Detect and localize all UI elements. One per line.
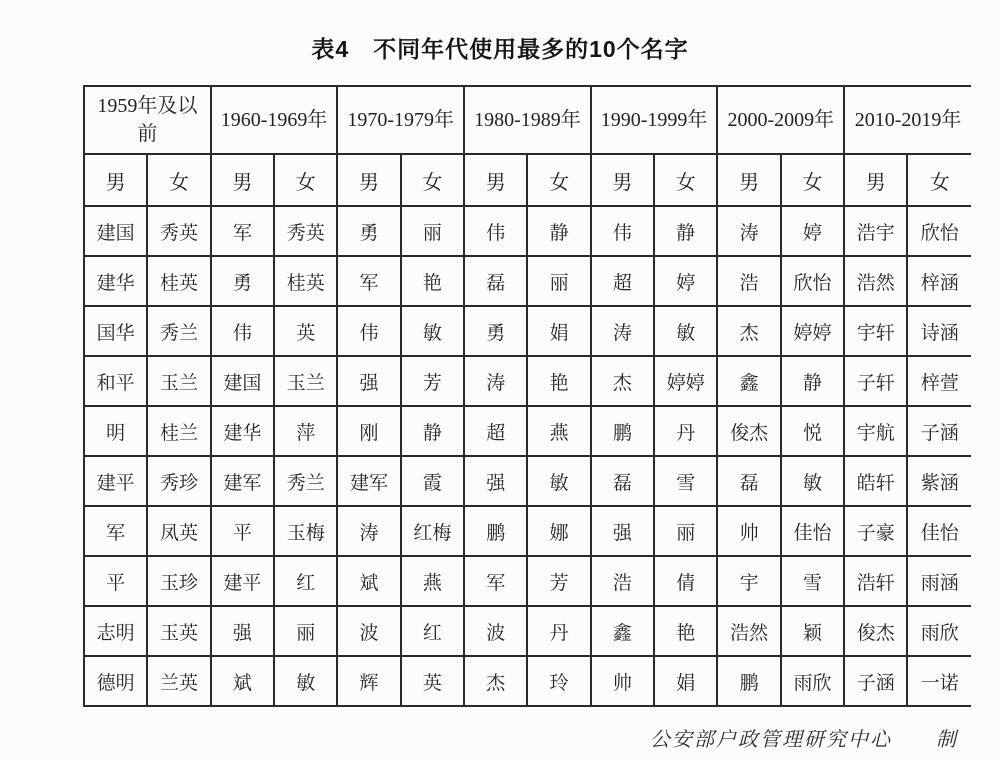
name-cell: 伟	[591, 206, 654, 256]
name-cell: 和平	[84, 356, 147, 406]
name-cell: 梓涵	[907, 256, 971, 306]
name-cell: 国华	[84, 306, 147, 356]
name-cell: 秀兰	[274, 456, 337, 506]
name-cell: 颖	[781, 606, 844, 656]
name-cell: 建平	[211, 556, 274, 606]
name-cell: 俊杰	[717, 406, 780, 456]
name-cell: 超	[464, 406, 527, 456]
name-cell: 丹	[654, 406, 717, 456]
table-row	[84, 556, 971, 606]
name-cell: 艳	[527, 356, 590, 406]
table-row	[84, 456, 971, 506]
name-cell: 俊杰	[844, 606, 907, 656]
gender-header: 男	[84, 154, 147, 206]
name-cell: 子涵	[844, 656, 907, 706]
gender-header: 男	[844, 154, 907, 206]
gender-header: 女	[907, 154, 971, 206]
name-cell: 丽	[527, 256, 590, 306]
name-cell: 强	[211, 606, 274, 656]
name-cell: 敏	[527, 456, 590, 506]
decade-header: 2000-2009年	[717, 86, 844, 154]
name-cell: 子涵	[907, 406, 971, 456]
table-row	[84, 256, 971, 306]
names-table	[83, 85, 971, 707]
name-cell: 建军	[211, 456, 274, 506]
name-cell: 建国	[84, 206, 147, 256]
name-cell: 玲	[527, 656, 590, 706]
name-cell: 平	[211, 506, 274, 556]
name-cell: 敏	[274, 656, 337, 706]
name-cell: 丹	[527, 606, 590, 656]
name-cell: 平	[84, 556, 147, 606]
name-cell: 磊	[717, 456, 780, 506]
table-row	[84, 506, 971, 556]
name-cell: 桂兰	[147, 406, 210, 456]
decade-header-row	[84, 86, 971, 154]
name-cell: 欣怡	[907, 206, 971, 256]
name-cell: 浩然	[717, 606, 780, 656]
gender-header: 男	[591, 154, 654, 206]
name-cell: 敏	[401, 306, 464, 356]
gender-header: 女	[274, 154, 337, 206]
decade-header: 1959年及以前	[84, 86, 211, 154]
name-cell: 军	[211, 206, 274, 256]
name-cell: 浩	[591, 556, 654, 606]
table-body	[84, 206, 971, 706]
name-cell: 帅	[591, 656, 654, 706]
name-cell: 强	[591, 506, 654, 556]
name-cell: 鑫	[591, 606, 654, 656]
name-cell: 雪	[781, 556, 844, 606]
name-cell: 宇轩	[844, 306, 907, 356]
table-row	[84, 606, 971, 656]
name-cell: 浩轩	[844, 556, 907, 606]
name-cell: 玉兰	[274, 356, 337, 406]
name-cell: 静	[654, 206, 717, 256]
name-cell: 秀英	[147, 206, 210, 256]
name-cell: 梓萱	[907, 356, 971, 406]
table-row	[84, 656, 971, 706]
decade-header: 1970-1979年	[337, 86, 464, 154]
name-cell: 桂英	[274, 256, 337, 306]
gender-header: 男	[211, 154, 274, 206]
name-cell: 鹏	[591, 406, 654, 456]
gender-header: 女	[781, 154, 844, 206]
name-cell: 紫涵	[907, 456, 971, 506]
name-cell: 鹏	[717, 656, 780, 706]
name-cell: 子轩	[844, 356, 907, 406]
name-cell: 燕	[527, 406, 590, 456]
name-cell: 子豪	[844, 506, 907, 556]
gender-header: 男	[717, 154, 780, 206]
table-row	[84, 356, 971, 406]
name-cell: 军	[84, 506, 147, 556]
name-cell: 波	[337, 606, 400, 656]
name-cell: 建平	[84, 456, 147, 506]
name-cell: 凤英	[147, 506, 210, 556]
name-cell: 佳怡	[907, 506, 971, 556]
name-cell: 娜	[527, 506, 590, 556]
gender-header: 女	[527, 154, 590, 206]
name-cell: 婷婷	[654, 356, 717, 406]
name-cell: 刚	[337, 406, 400, 456]
name-cell: 婷	[654, 256, 717, 306]
gender-header-row	[84, 154, 971, 206]
name-cell: 佳怡	[781, 506, 844, 556]
name-cell: 丽	[654, 506, 717, 556]
name-cell: 浩	[717, 256, 780, 306]
name-cell: 辉	[337, 656, 400, 706]
name-cell: 艳	[401, 256, 464, 306]
decade-header: 1960-1969年	[211, 86, 338, 154]
name-cell: 雨涵	[907, 556, 971, 606]
name-cell: 丽	[274, 606, 337, 656]
name-cell: 静	[527, 206, 590, 256]
footer-credit: 公安部户政管理研究中心 制	[650, 729, 958, 751]
name-cell: 艳	[654, 606, 717, 656]
gender-header: 女	[654, 154, 717, 206]
name-cell: 悦	[781, 406, 844, 456]
name-cell: 燕	[401, 556, 464, 606]
name-cell: 超	[591, 256, 654, 306]
name-cell: 磊	[464, 256, 527, 306]
name-cell: 丽	[401, 206, 464, 256]
name-cell: 涛	[337, 506, 400, 556]
name-cell: 建华	[84, 256, 147, 306]
name-cell: 建军	[337, 456, 400, 506]
table-row	[84, 306, 971, 356]
name-cell: 雨欣	[781, 656, 844, 706]
gender-header: 男	[464, 154, 527, 206]
name-cell: 兰英	[147, 656, 210, 706]
name-cell: 玉英	[147, 606, 210, 656]
name-cell: 浩然	[844, 256, 907, 306]
name-cell: 杰	[717, 306, 780, 356]
name-cell: 军	[464, 556, 527, 606]
name-cell: 秀兰	[147, 306, 210, 356]
name-cell: 杰	[464, 656, 527, 706]
name-cell: 倩	[654, 556, 717, 606]
name-cell: 秀英	[274, 206, 337, 256]
table-row	[84, 206, 971, 256]
name-cell: 德明	[84, 656, 147, 706]
name-cell: 军	[337, 256, 400, 306]
name-cell: 浩宇	[844, 206, 907, 256]
name-cell: 伟	[211, 306, 274, 356]
gender-header: 男	[337, 154, 400, 206]
name-cell: 勇	[211, 256, 274, 306]
gender-header: 女	[147, 154, 210, 206]
name-cell: 杰	[591, 356, 654, 406]
name-cell: 帅	[717, 506, 780, 556]
table-row	[84, 406, 971, 456]
name-cell: 静	[781, 356, 844, 406]
name-cell: 一诺	[907, 656, 971, 706]
gender-header: 女	[401, 154, 464, 206]
name-cell: 伟	[464, 206, 527, 256]
name-cell: 明	[84, 406, 147, 456]
name-cell: 斌	[211, 656, 274, 706]
name-cell: 敏	[654, 306, 717, 356]
name-cell: 志明	[84, 606, 147, 656]
name-cell: 建华	[211, 406, 274, 456]
name-cell: 玉珍	[147, 556, 210, 606]
name-cell: 静	[401, 406, 464, 456]
decade-header: 1990-1999年	[591, 86, 718, 154]
name-cell: 桂英	[147, 256, 210, 306]
name-cell: 宇	[717, 556, 780, 606]
name-cell: 芳	[401, 356, 464, 406]
name-cell: 皓轩	[844, 456, 907, 506]
name-cell: 强	[464, 456, 527, 506]
decade-header: 1980-1989年	[464, 86, 591, 154]
name-cell: 婷	[781, 206, 844, 256]
name-cell: 玉兰	[147, 356, 210, 406]
name-cell: 红	[401, 606, 464, 656]
name-cell: 芳	[527, 556, 590, 606]
name-cell: 玉梅	[274, 506, 337, 556]
name-cell: 秀珍	[147, 456, 210, 506]
name-cell: 霞	[401, 456, 464, 506]
name-cell: 红	[274, 556, 337, 606]
name-cell: 建国	[211, 356, 274, 406]
name-cell: 欣怡	[781, 256, 844, 306]
name-cell: 涛	[464, 356, 527, 406]
name-cell: 鹏	[464, 506, 527, 556]
name-cell: 雨欣	[907, 606, 971, 656]
name-cell: 斌	[337, 556, 400, 606]
name-cell: 雪	[654, 456, 717, 506]
name-cell: 宇航	[844, 406, 907, 456]
decade-header: 2010-2019年	[844, 86, 971, 154]
name-cell: 波	[464, 606, 527, 656]
name-cell: 萍	[274, 406, 337, 456]
page-title: 表4 不同年代使用最多的10个名字	[311, 36, 689, 62]
name-cell: 红梅	[401, 506, 464, 556]
name-cell: 婷婷	[781, 306, 844, 356]
name-cell: 强	[337, 356, 400, 406]
name-cell: 勇	[337, 206, 400, 256]
name-cell: 伟	[337, 306, 400, 356]
name-cell: 诗涵	[907, 306, 971, 356]
name-cell: 勇	[464, 306, 527, 356]
name-cell: 英	[401, 656, 464, 706]
name-cell: 鑫	[717, 356, 780, 406]
name-cell: 涛	[717, 206, 780, 256]
name-cell: 涛	[591, 306, 654, 356]
name-cell: 英	[274, 306, 337, 356]
name-cell: 磊	[591, 456, 654, 506]
name-cell: 敏	[781, 456, 844, 506]
name-cell: 娟	[654, 656, 717, 706]
name-cell: 娟	[527, 306, 590, 356]
